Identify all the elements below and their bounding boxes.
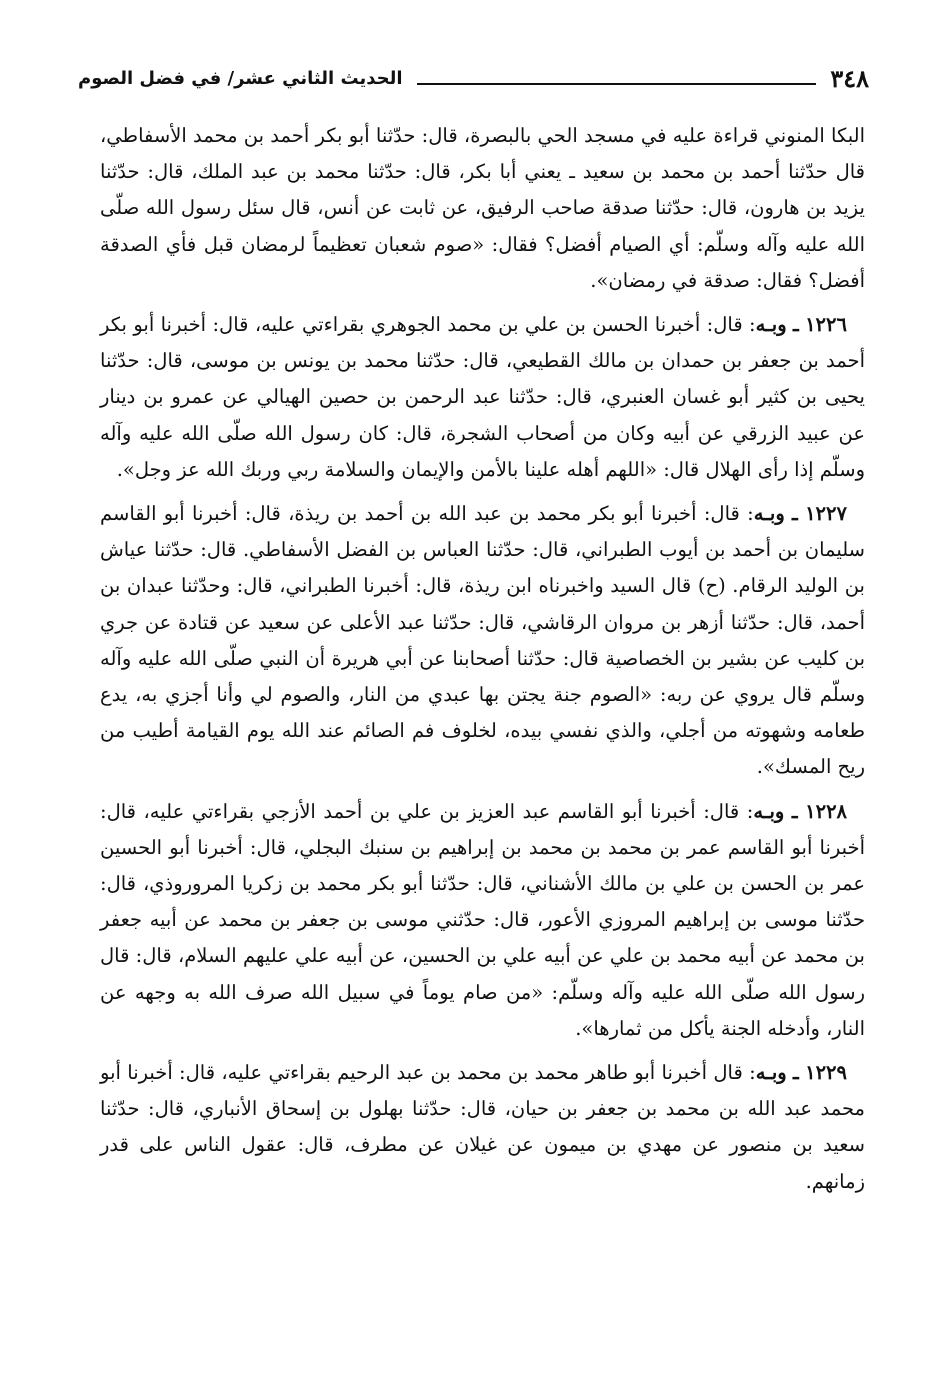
hadith-number: ١٢٢٦ <box>805 313 847 337</box>
hadith-lead: وبـه <box>753 799 785 823</box>
hadith-lead: وبـه <box>753 502 785 526</box>
hadith-number: ١٢٢٩ <box>805 1061 847 1085</box>
hadith-text: : قال: أخبرنا الحسن بن علي بن محمد الجوهري بقراءتي عليه، قال: أخبرنا أبو بكر أحمد بن جعفر بن حمدان بن مالك القطيعي، قال: حدّثنا محمد بن يونس بن موسى، قال: حدّثنا يحيى بن كثير أبو غسان العنبري، قال: حدّثنا عبد الرحمن بن حصين الهيالي عن عمرو بن دينار عن عبيد الزرقي عن أبيه وكان من أصحاب الشجرة، قال: كان رسول الله صلّى الله عليه وآله وسلّم إذا رأى الهلال قال: «اللهم أهله علينا بالأمن والإيمان والسلامة ربي وربك الله عز وجل». <box>100 313 865 481</box>
hadith-lead: وبـه <box>755 1061 787 1085</box>
hadith-1228 <box>100 794 865 1047</box>
hadith-1227 <box>100 496 865 786</box>
hadith-number: ١٢٢٨ <box>805 799 848 823</box>
hadith-dash: ـ <box>792 313 799 337</box>
hadith-dash: ـ <box>792 502 798 526</box>
hadith-text: : قال: أخبرنا أبو القاسم عبد العزيز بن علي بن أحمد الأزجي بقراءتي عليه، قال: أخبرنا أبو القاسم عمر بن محمد بن محمد بن إبراهيم بن سنبك البجلي، قال: أخبرنا أبو الحسين عمر بن الحسن بن علي بن مالك الأشناني، قال: حدّثنا أبو بكر محمد بن زكريا المروروذي، قال: حدّثنا موسى بن إبراهيم المروزي الأعور، قال: حدّثني موسى بن جعفر بن محمد عن أبيه جعفر بن محمد عن أبيه محمد بن علي عن أبيه علي بن الحسين، عن أبيه علي عليهم السلام، قال: قال رسول الله صلّى الله عليه وآله وسلّم: «من صام يوماً في سبيل الله صرف الله به وجهه عن النار، وأدخله الجنة يأكل من ثمارها». <box>100 799 865 1040</box>
hadith-1229 <box>100 1055 865 1200</box>
paragraph-continuation <box>100 118 865 299</box>
hadith-number: ١٢٢٧ <box>805 502 847 526</box>
hadith-text: : قال: أخبرنا أبو بكر محمد بن عبد الله بن أحمد بن ريذة، قال: أخبرنا أبو القاسم سليمان بن أحمد بن أيوب الطبراني، قال: حدّثنا العباس بن الفضل الأسفاطي. قال: حدّثنا عياش بن الوليد الرقام. (ح) قال السيد واخبرناه ابن ريذة، قال: أخبرنا الطبراني، قال: وحدّثنا عبدان بن أحمد، قال: حدّثنا أزهر بن مروان الرقاشي، قال: حدّثنا عبد الأعلى عن سعيد عن قتادة عن جري بن كليب عن بشير بن الخصاصية قال: حدّثنا أصحابنا عن أبي هريرة أن النبي صلّى الله عليه وآله وسلّم قال يروي عن ربه: «الصوم جنة يجتن بها عبدي من النار، والصوم لي وأنا أجزي به، يدع طعامه وشهوته من أجلي، والذي نفسي بيده، لخلوف فم الصائم عند الله يوم القيامة أطيب من ريح المسك». <box>100 502 865 779</box>
page-header <box>78 58 869 98</box>
hadith-text: : قال أخبرنا أبو طاهر محمد بن محمد بن عبد الرحيم بقراءتي عليه، قال: أخبرنا أبو محمد عبد الله بن محمد بن جعفر بن حيان، قال: حدّثنا بهلول بن إسحاق الأنباري، قال: حدّثنا سعيد بن منصور عن مهدي بن ميمون عن غيلان عن مطرف، قال: عقول الناس على قدر زمانهم. <box>100 1061 865 1193</box>
paragraph-text: البكا المنوني قراءة عليه في مسجد الحي بالبصرة، قال: حدّثنا أبو بكر أحمد بن محمد الأسفاطي، قال حدّثنا أحمد بن محمد بن سعيد ـ يعني أبا بكر، قال: حدّثنا محمد بن عبد الملك، قال: حدّثنا يزيد بن هارون، قال: حدّثنا صدقة صاحب الرفيق، عن ثابت عن أنس، قال سئل رسول الله صلّى الله عليه وآله وسلّم: أي الصيام أفضل؟ فقال: «صوم شعبان تعظيماً لرمضان قبل فأي الصدقة أفضل؟ فقال: صدقة في رمضان». <box>100 124 865 292</box>
hadith-dash: ـ <box>791 799 798 823</box>
running-title: الحديث الثاني عشر/ في فضل الصوم <box>78 67 403 89</box>
hadith-1226 <box>100 307 865 488</box>
hadith-dash: ـ <box>793 1061 799 1085</box>
header-rule <box>417 83 817 85</box>
hadith-lead: وبـه <box>755 313 787 337</box>
page-number: ٣٤٨ <box>830 63 869 93</box>
body-text <box>100 118 865 1208</box>
